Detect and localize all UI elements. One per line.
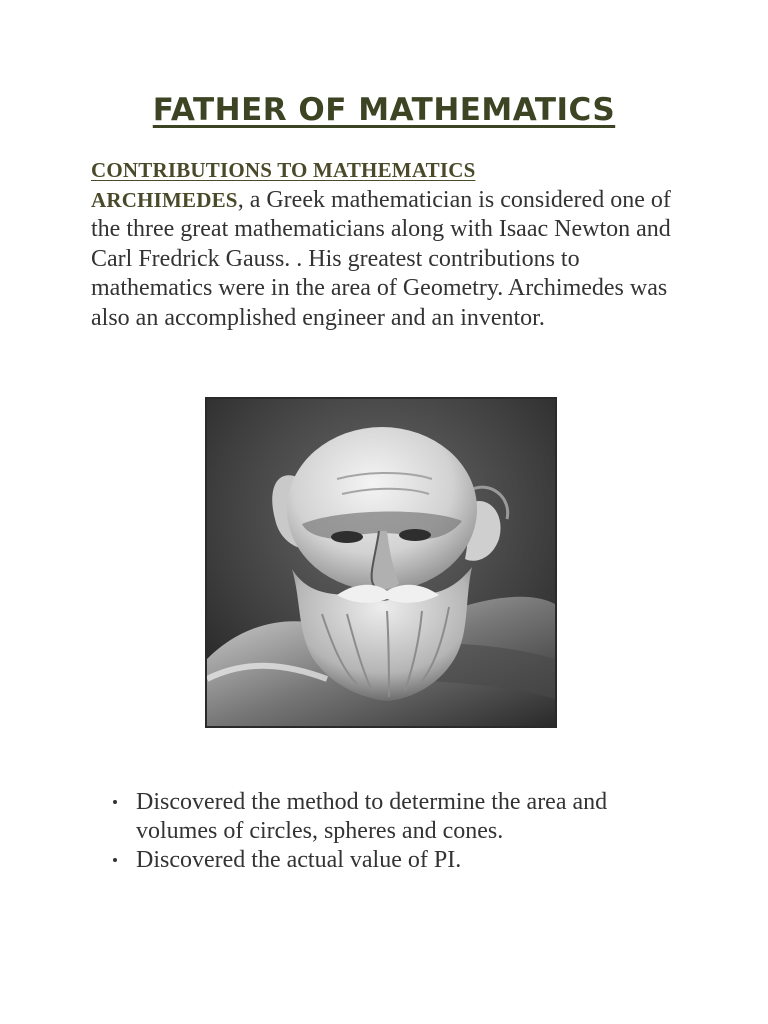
contributions-list — [113, 788, 693, 875]
bullet-icon — [113, 800, 117, 804]
list-item — [113, 788, 693, 846]
intro-text: , a Greek mathematician is considered one of the three great mathematicians along with Isaac Newton and Carl Fredrick Gauss. . His greatest contributions to mathematics were in the area of Geometry. Archimedes was also an accomplished engineer and an inventor. — [91, 186, 671, 331]
bullet-icon — [113, 858, 117, 862]
bullet-text: Discovered the method to determine the area and volumes of circles, spheres and cones. — [136, 789, 608, 844]
intro-name: ARCHIMEDES — [91, 187, 238, 212]
intro-paragraph — [91, 156, 691, 333]
page-title: FATHER OF MATHEMATICS — [152, 92, 616, 128]
list-item — [113, 846, 693, 875]
bullet-text: Discovered the actual value of PI. — [136, 847, 462, 873]
archimedes-portrait — [205, 397, 557, 728]
section-heading: CONTRIBUTIONS TO MATHEMATICS — [91, 158, 476, 182]
